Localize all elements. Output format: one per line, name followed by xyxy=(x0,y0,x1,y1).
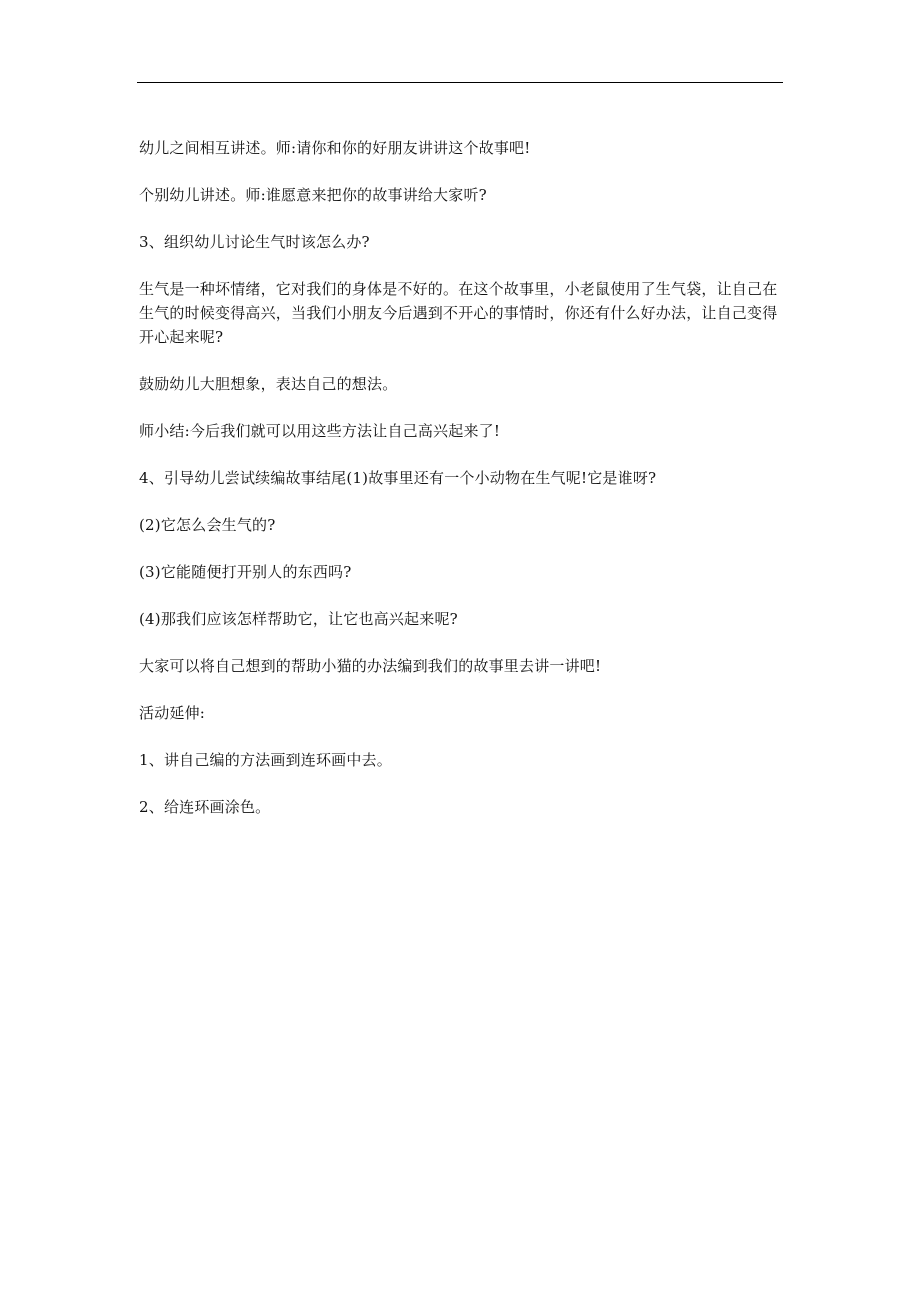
paragraph-12: 活动延伸: xyxy=(139,704,206,722)
paragraph-8: (2)它怎么会生气的? xyxy=(139,516,276,534)
paragraph-1: 幼儿之间相互讲述。师:请你和你的好朋友讲讲这个故事吧! xyxy=(139,139,531,157)
paragraph-9: (3)它能随便打开别人的东西吗? xyxy=(139,563,352,581)
paragraph-10: (4)那我们应该怎样帮助它，让它也高兴起来呢? xyxy=(139,610,458,628)
paragraph-5: 鼓励幼儿大胆想象，表达自己的想法。 xyxy=(139,375,398,393)
paragraph-11: 大家可以将自己想到的帮助小猫的办法编到我们的故事里去讲一讲吧! xyxy=(139,657,602,675)
paragraph-13: 1、讲自己编的方法画到连环画中去。 xyxy=(139,751,392,769)
document-body xyxy=(139,136,787,842)
paragraph-2: 个别幼儿讲述。师:谁愿意来把你的故事讲给大家听? xyxy=(139,186,487,204)
paragraph-7: 4、引导幼儿尝试续编故事结尾(1)故事里还有一个小动物在生气呢!它是谁呀? xyxy=(139,469,657,487)
paragraph-4: 生气是一种坏情绪，它对我们的身体是不好的。在这个故事里，小老鼠使用了生气袋，让自己在生气的时候变得高兴，当我们小朋友今后遇到不开心的事情时，你还有什么好办法，让自己变得开心起来呢? xyxy=(139,280,778,346)
paragraph-3: 3、组织幼儿讨论生气时该怎么办? xyxy=(139,233,370,251)
paragraph-14: 2、给连环画涂色。 xyxy=(139,798,271,816)
paragraph-6: 师小结:今后我们就可以用这些方法让自己高兴起来了! xyxy=(139,422,501,440)
header-rule xyxy=(137,82,783,83)
